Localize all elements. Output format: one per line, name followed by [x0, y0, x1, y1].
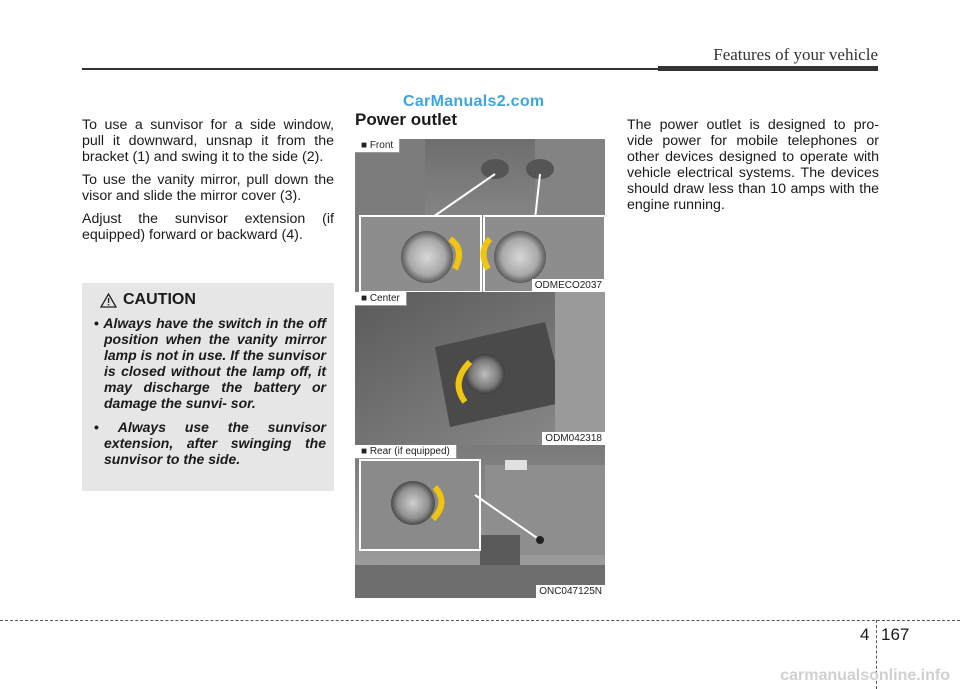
page-header-title: Features of your vehicle — [713, 45, 878, 64]
left-column — [82, 117, 334, 250]
caution-item: • Always have the switch in the off position when the vanity mirror lamp is not in use. If the sunvisor is closed without the lamp off, it may discharge the battery or damage the sunvi- sor. — [94, 315, 326, 411]
photo-code-rear: ONC047125N — [536, 585, 605, 598]
front-outlet-illustration — [355, 139, 605, 292]
paragraph-power-outlet: The power outlet is designed to pro- vide power for mobile telephones or other devices designed to operate with vehicle electrical systems. The devices should draw less than 10 amps with the engine running. — [627, 117, 879, 213]
photo-code-front: ODMECO2037 — [532, 279, 605, 292]
section-heading-power-outlet: Power outlet — [355, 110, 458, 129]
footer-rule — [0, 620, 960, 621]
caution-box — [82, 283, 334, 491]
right-column — [627, 117, 879, 213]
watermark-top[interactable]: CarManuals2.com — [403, 93, 545, 110]
paragraph-extension: Adjust the sunvisor extension (if equipped) forward or backward (4). — [82, 211, 334, 243]
caution-header — [100, 291, 196, 309]
header-rule-accent — [658, 66, 878, 71]
photo-rear-outlet — [355, 445, 605, 598]
photo-code-center: ODM042318 — [542, 432, 605, 445]
caution-list — [94, 315, 326, 475]
photo-front-outlet — [355, 139, 605, 292]
caution-item: • Always use the sunvisor extension, after swinging the sunvisor to the side. — [94, 419, 326, 467]
caution-title: CAUTION — [123, 291, 196, 308]
photo-label-rear: ■ Rear (if equipped) — [355, 445, 457, 459]
chapter-number: 4 — [860, 625, 870, 644]
watermark-bottom[interactable]: carmanualsonline.info — [780, 667, 950, 684]
center-outlet-illustration — [355, 292, 605, 445]
paragraph-vanity-mirror: To use the vanity mirror, pull down the visor and slide the mirror cover (3). — [82, 172, 334, 204]
warning-triangle-icon — [100, 293, 117, 308]
photo-center-outlet — [355, 292, 605, 445]
page-number: 167 — [881, 625, 910, 644]
rear-outlet-illustration — [355, 445, 605, 598]
photo-label-center: ■ Center — [355, 292, 407, 306]
paragraph-side-window: To use a sunvisor for a side window, pull it downward, unsnap it from the bracket (1) and swing it to the side (2). — [82, 117, 334, 165]
photo-label-front: ■ Front — [355, 139, 400, 153]
